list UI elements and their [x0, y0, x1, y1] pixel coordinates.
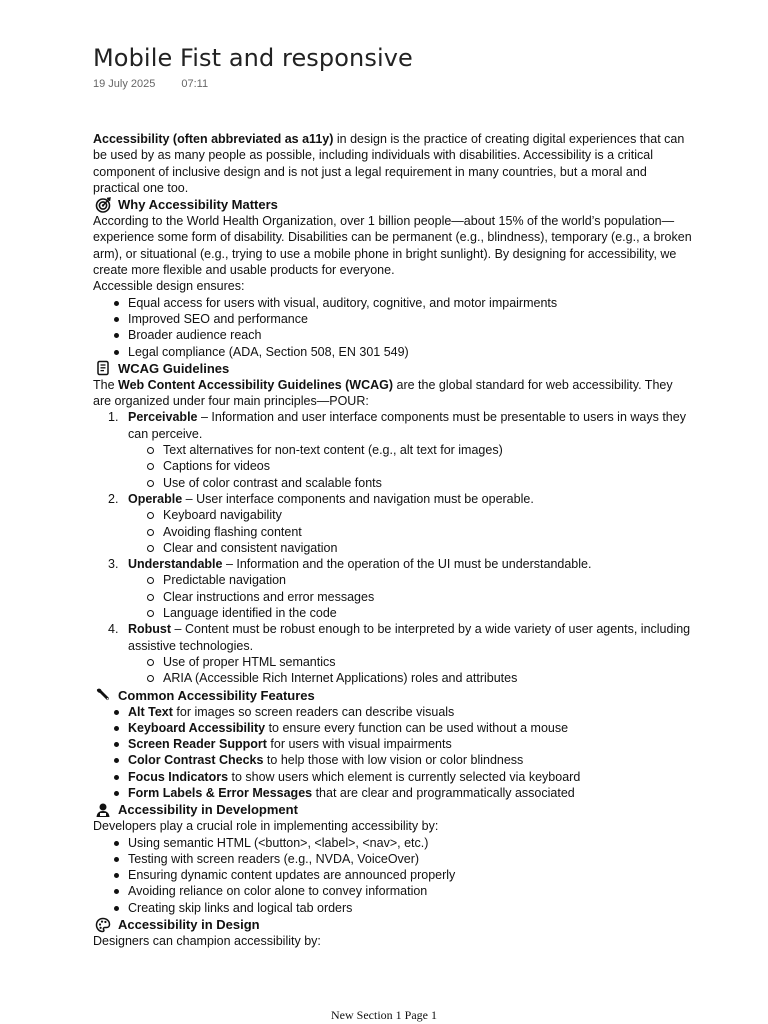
page-title: Mobile Fist and responsive	[93, 44, 413, 72]
list-item	[128, 769, 693, 785]
feature-name: Focus Indicators	[128, 769, 229, 784]
sublist-item: Use of color contrast and scalable fonts	[163, 475, 693, 491]
note-content[interactable]	[93, 131, 693, 949]
principle-desc: – Content must be robust enough to be interpreted by a wide variety of user agents, including assistive technologies.	[128, 622, 691, 653]
list-item	[128, 736, 693, 752]
sublist-item: ARIA (Accessible Rich Internet Applications) roles and attributes	[163, 670, 693, 686]
list-item: Improved SEO and performance	[128, 311, 693, 327]
principle-name: Robust	[128, 622, 172, 637]
heading-design	[93, 916, 693, 933]
sublist-item: Avoiding flashing content	[163, 524, 693, 540]
heading-wcag-text: WCAG Guidelines	[118, 360, 230, 376]
development-lead: Developers play a crucial role in implementing accessibility by:	[93, 819, 439, 834]
principle-sublist	[128, 572, 693, 621]
feature-desc: that are clear and programmatically associated	[312, 785, 575, 800]
feature-name: Color Contrast Checks	[128, 753, 264, 768]
list-item: Using semantic HTML (<button>, <label>, <nav>, etc.)	[128, 835, 693, 851]
list-item: Equal access for users with visual, auditory, cognitive, and motor impairments	[128, 295, 693, 311]
page-footer: New Section 1 Page 1	[331, 1008, 437, 1022]
principle-sublist	[128, 507, 693, 556]
heading-wcag	[93, 360, 693, 377]
principle-desc: – User interface components and navigation must be operable.	[182, 491, 534, 506]
scroll-icon	[95, 360, 111, 376]
list-item	[128, 704, 693, 720]
principle-sublist	[128, 654, 693, 687]
page-time: 07:11	[181, 78, 209, 90]
list-item: Testing with screen readers (e.g., NVDA, VoiceOver)	[128, 851, 693, 867]
sublist-item: Language identified in the code	[163, 605, 693, 621]
principle-name: Understandable	[128, 557, 223, 572]
sublist-item: Use of proper HTML semantics	[163, 654, 693, 670]
list-item: Creating skip links and logical tab orders	[128, 900, 693, 916]
feature-name: Keyboard Accessibility	[128, 720, 266, 735]
feature-name: Alt Text	[128, 704, 173, 719]
principle-number: 3.	[108, 557, 119, 572]
principle-desc: – Information and the operation of the UI must be understandable.	[222, 557, 592, 572]
features-list	[93, 704, 693, 802]
heading-why-accessibility	[93, 196, 693, 213]
sublist-item: Text alternatives for non-text content (e.g., alt text for images)	[163, 442, 693, 458]
sublist-item: Keyboard navigability	[163, 507, 693, 523]
principle-number: 4.	[108, 622, 119, 637]
principle-name: Operable	[128, 491, 183, 506]
wrench-icon	[95, 687, 111, 703]
feature-name: Form Labels & Error Messages	[128, 785, 313, 800]
heading-features-text: Common Accessibility Features	[118, 687, 315, 703]
wcag-bold: Web Content Accessibility Guidelines (WCAG)	[118, 377, 394, 392]
principle-number: 2.	[108, 491, 119, 506]
palette-icon	[95, 917, 111, 933]
principles-list	[93, 409, 693, 686]
intro-paragraph	[93, 131, 693, 196]
heading-development	[93, 801, 693, 818]
heading-design-text: Accessibility in Design	[118, 917, 260, 933]
page-date: 19 July 2025	[93, 78, 156, 90]
developer-icon	[95, 802, 111, 818]
principle-item	[108, 409, 693, 490]
list-item	[128, 752, 693, 768]
wcag-paragraph	[93, 377, 693, 410]
development-list	[93, 835, 693, 916]
principle-item	[108, 621, 693, 686]
principle-sublist	[128, 442, 693, 491]
feature-desc: to show users which element is currently selected via keyboard	[228, 769, 581, 784]
sublist-item: Predictable navigation	[163, 572, 693, 588]
principle-number: 1.	[108, 410, 119, 425]
principle-item	[108, 491, 693, 556]
feature-name: Screen Reader Support	[128, 737, 267, 752]
feature-desc: for images so screen readers can describe visuals	[172, 704, 455, 719]
sublist-item: Clear instructions and error messages	[163, 589, 693, 605]
list-item: Avoiding reliance on color alone to convey information	[128, 883, 693, 899]
feature-desc: to help those with low vision or color blindness	[263, 753, 524, 768]
why-list	[93, 295, 693, 360]
heading-development-text: Accessibility in Development	[118, 802, 298, 818]
feature-desc: to ensure every function can be used without a mouse	[265, 720, 569, 735]
why-lead: Accessible design ensures:	[93, 279, 245, 294]
list-item: Broader audience reach	[128, 327, 693, 343]
heading-why-text: Why Accessibility Matters	[118, 197, 278, 213]
design-lead: Designers can champion accessibility by:	[93, 934, 321, 949]
target-icon	[95, 197, 111, 213]
list-item	[128, 720, 693, 736]
feature-desc: for users with visual impairments	[266, 737, 452, 752]
wcag-pre: The	[93, 377, 119, 392]
intro-rest: in design is the practice of creating digital experiences that can be used by as many people as possible, including individuals with disabilities. Accessibility is a critical component of inclusive design and is not just a legal requirement in many countries, but a moral and practical one too.	[93, 132, 685, 195]
sublist-item: Clear and consistent navigation	[163, 540, 693, 556]
why-paragraph: According to the World Health Organization, over 1 billion people—about 15% of the world’s population—experience some form of disability. Disabilities can be permanent (e.g., blindness), temporary (e.g., a broken arm), or situational (e.g., trying to use a mobile phone in bright sunlight). By designing for accessibility, we create more flexible and usable products for everyone.	[93, 214, 692, 278]
list-item	[128, 785, 693, 801]
page-meta	[93, 78, 208, 90]
list-item: Ensuring dynamic content updates are announced properly	[128, 867, 693, 883]
principle-desc: – Information and user interface components must be presentable to users in ways they can perceive.	[128, 410, 686, 441]
principle-name: Perceivable	[128, 410, 198, 425]
heading-features	[93, 687, 693, 704]
principle-item	[108, 556, 693, 621]
list-item: Legal compliance (ADA, Section 508, EN 301 549)	[128, 344, 693, 360]
wcag-post: are the global standard for web accessibility. They are organized under four main principles—POUR:	[93, 377, 673, 409]
sublist-item: Captions for videos	[163, 458, 693, 474]
intro-bold: Accessibility (often abbreviated as a11y)	[93, 132, 334, 146]
